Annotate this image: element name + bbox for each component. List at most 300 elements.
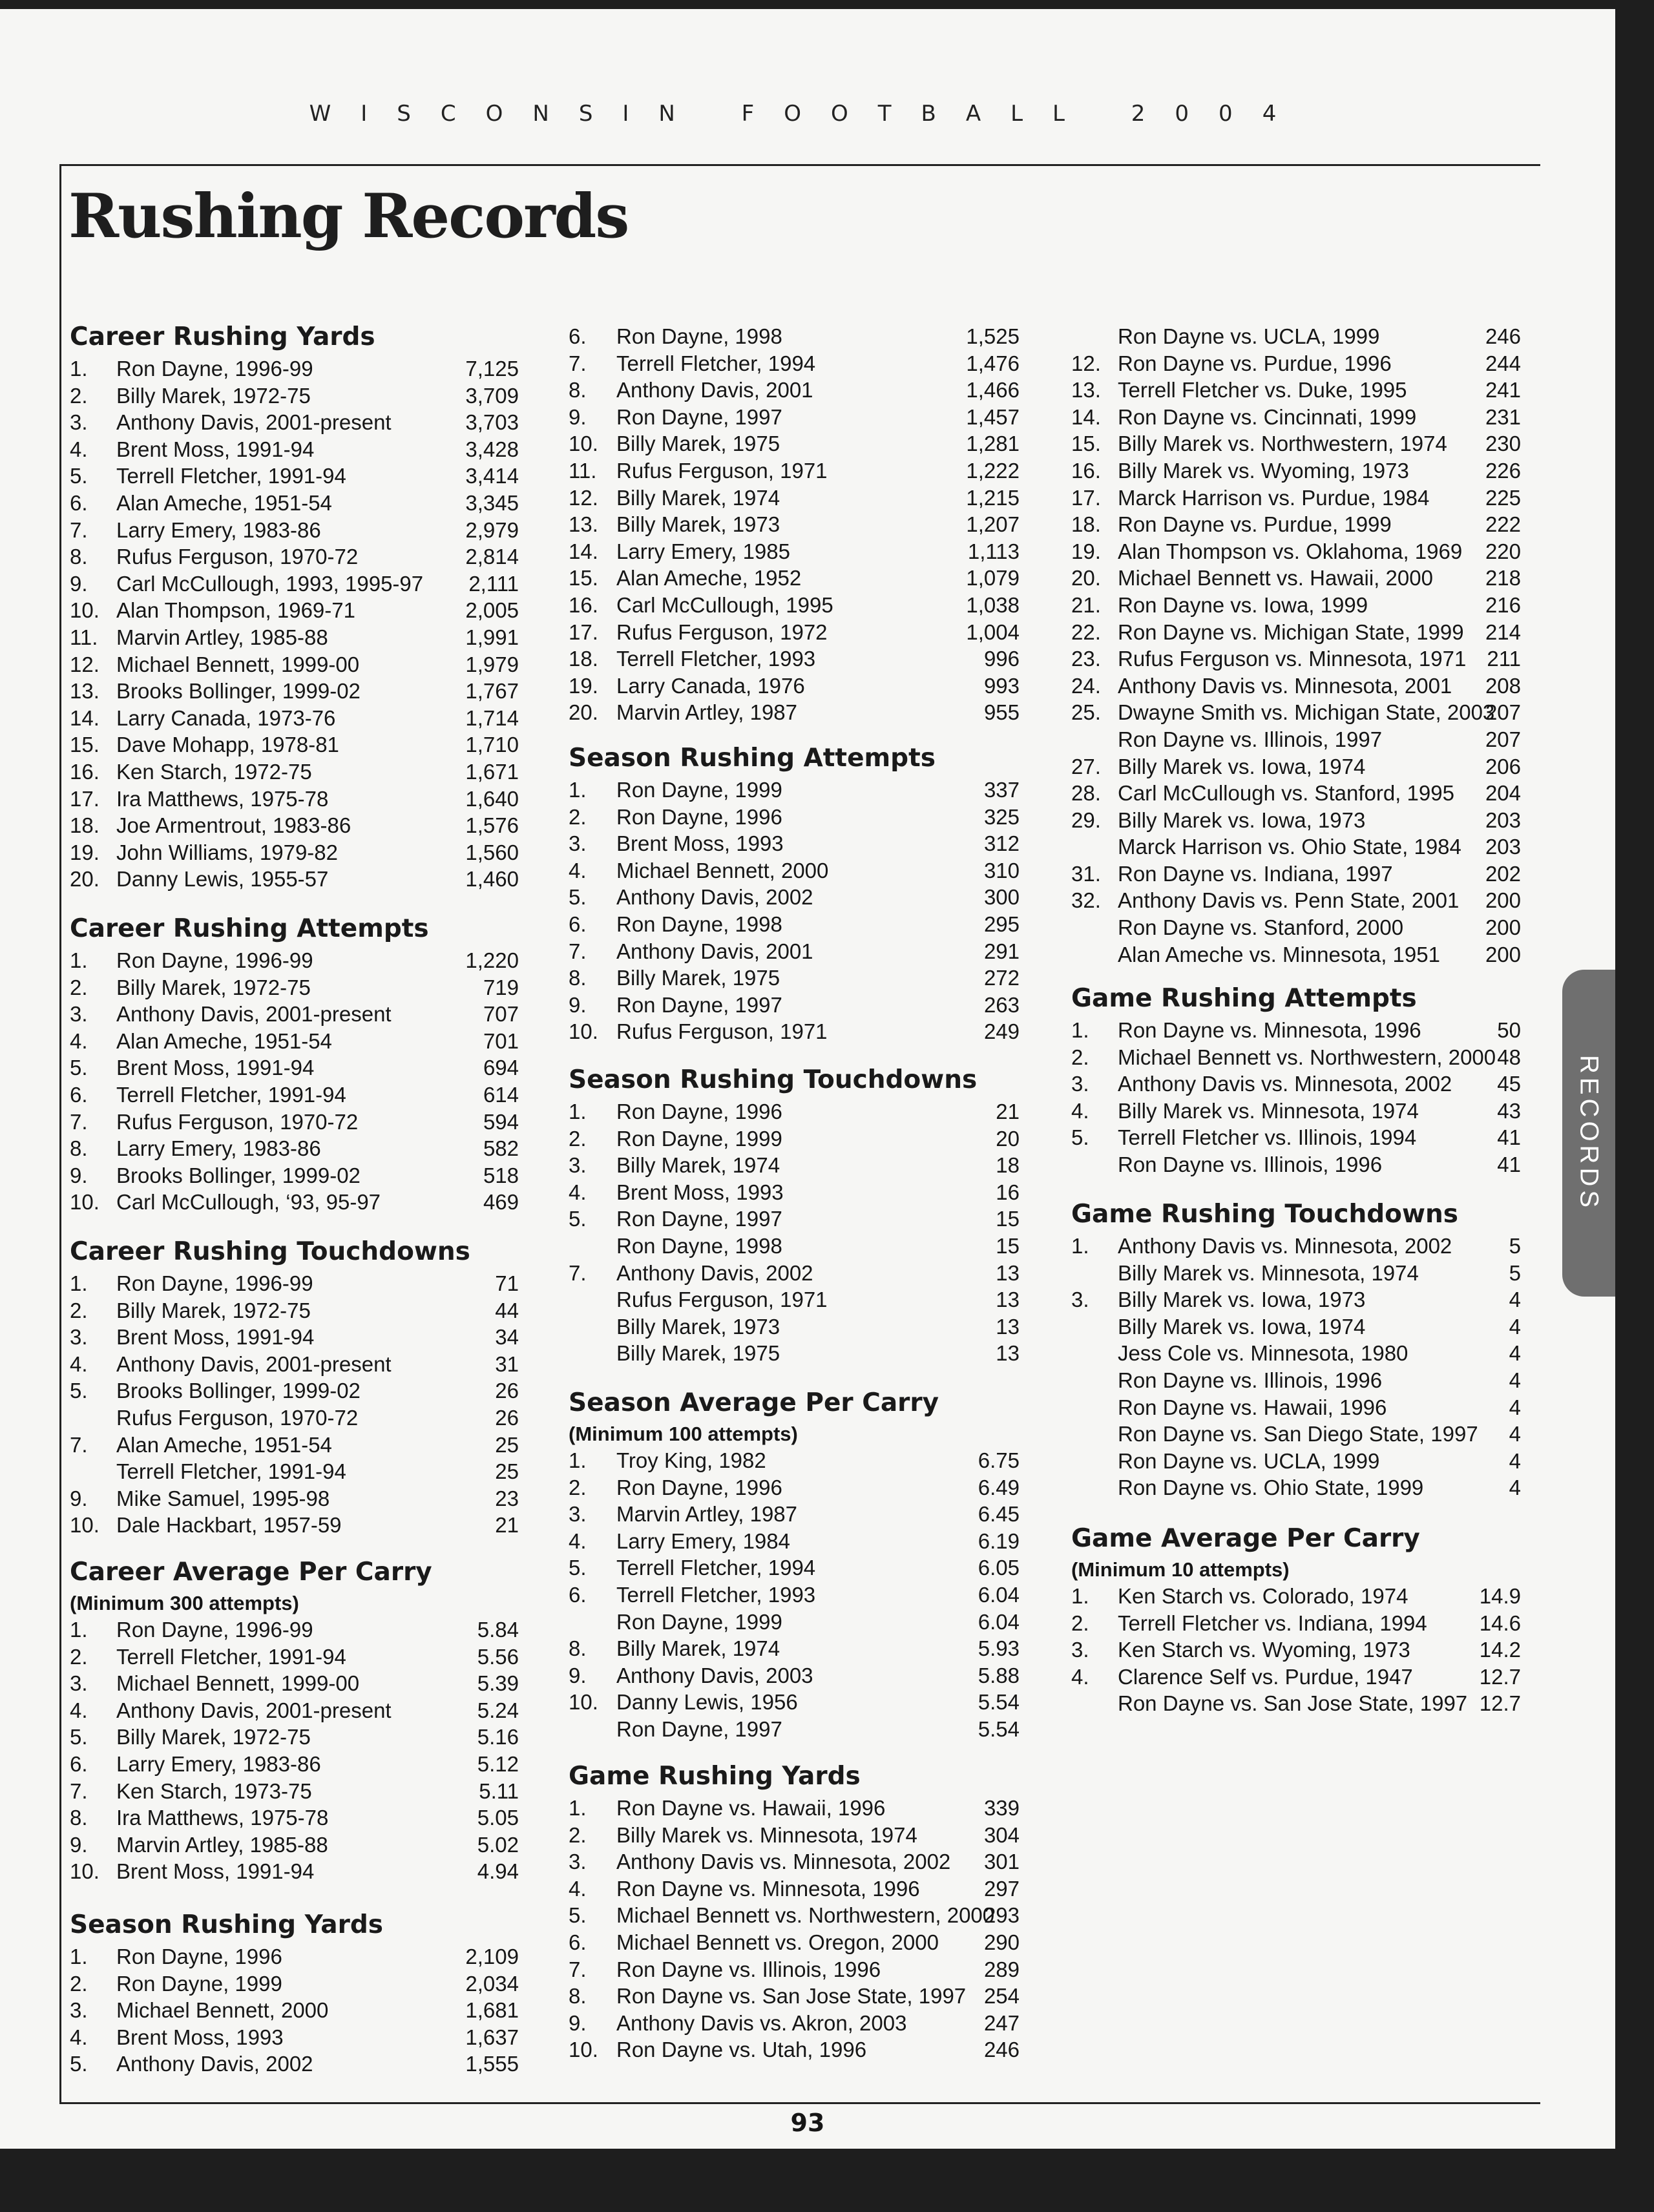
record-rank: 6. — [569, 1582, 587, 1607]
record-rank: 4. — [569, 1180, 587, 1204]
record-row — [569, 538, 1020, 565]
record-value: 4 — [1509, 1476, 1521, 1500]
record-holder: Anthony Davis, 2001 — [616, 378, 813, 402]
record-row — [70, 517, 519, 544]
record-holder: Ron Dayne, 1996 — [116, 1945, 282, 1968]
record-value: 45 — [1497, 1072, 1521, 1096]
record-row — [1071, 914, 1521, 941]
record-row — [569, 1983, 1020, 2010]
record-rank: 6. — [569, 1930, 587, 1954]
record-rank: 19. — [1071, 539, 1101, 563]
record-value: 5.24 — [477, 1698, 519, 1722]
record-holder: Ron Dayne vs. Hawaii, 1996 — [1118, 1395, 1387, 1419]
record-value: 231 — [1485, 404, 1521, 429]
record-holder: Michael Bennett vs. Oregon, 2000 — [616, 1930, 939, 1954]
record-value: 225 — [1485, 485, 1521, 510]
record-value: 1,476 — [966, 351, 1020, 375]
section-subheading: (Minimum 10 attempts) — [1071, 1558, 1290, 1581]
record-rank: 1. — [569, 778, 587, 802]
record-value: 3,345 — [465, 490, 519, 515]
record-rank: 12. — [569, 485, 598, 510]
record-value: 44 — [495, 1298, 519, 1322]
record-holder: Terrell Fletcher, 1993 — [616, 647, 816, 671]
record-row — [1071, 619, 1521, 646]
record-value: 226 — [1485, 458, 1521, 483]
record-row — [70, 1297, 519, 1324]
record-holder: Billy Marek, 1972-75 — [116, 975, 311, 999]
record-holder: Anthony Davis vs. Minnesota, 2002 — [1118, 1234, 1452, 1258]
record-holder: Brooks Bollinger, 1999-02 — [116, 1163, 361, 1187]
record-value: 48 — [1497, 1045, 1521, 1069]
record-value: 5.05 — [477, 1806, 519, 1830]
record-holder: Brent Moss, 1993 — [616, 1180, 784, 1204]
record-rank: 8. — [70, 1806, 88, 1830]
record-rank: 7. — [70, 1779, 88, 1803]
record-rank: 4. — [1071, 1664, 1089, 1689]
record-holder: Rufus Ferguson vs. Minnesota, 1971 — [1118, 647, 1467, 671]
record-value: 297 — [983, 1876, 1020, 1901]
record-row — [569, 699, 1020, 726]
record-value: 25 — [495, 1432, 519, 1457]
record-row — [569, 911, 1020, 938]
record-value: 254 — [983, 1984, 1020, 2009]
record-value: 694 — [483, 1056, 519, 1080]
page — [0, 9, 1615, 2149]
record-holder: Alan Thompson vs. Oklahoma, 1969 — [1118, 539, 1463, 563]
record-row — [1071, 377, 1521, 404]
record-row — [70, 624, 519, 651]
record-rank: 1. — [70, 1618, 88, 1642]
record-row — [1071, 941, 1521, 968]
record-value: 3,709 — [465, 383, 519, 408]
record-value: 5 — [1509, 1260, 1521, 1285]
record-holder: Rufus Ferguson, 1971 — [616, 1288, 828, 1312]
page-title: Rushing Records — [68, 181, 629, 252]
record-holder: Rufus Ferguson, 1971 — [616, 458, 828, 483]
record-value: 4.94 — [477, 1859, 519, 1884]
record-rank: 10. — [569, 1019, 598, 1044]
record-value: 6.04 — [978, 1609, 1020, 1634]
record-holder: Marck Harrison vs. Ohio State, 1984 — [1118, 835, 1461, 859]
record-holder: Billy Marek vs. Wyoming, 1973 — [1118, 458, 1409, 483]
record-row — [70, 1404, 519, 1432]
records-section — [70, 911, 519, 1216]
record-holder: John Williams, 1979-82 — [116, 840, 338, 864]
record-holder: Ron Dayne vs. UCLA, 1999 — [1118, 324, 1380, 348]
record-row — [70, 758, 519, 786]
record-holder: Brent Moss, 1991-94 — [116, 1859, 315, 1884]
record-row — [1071, 861, 1521, 888]
records-section — [569, 1062, 1020, 1367]
record-rank: 27. — [1071, 754, 1101, 778]
section-heading: Career Rushing Attempts — [70, 914, 429, 943]
record-value: 4 — [1509, 1422, 1521, 1446]
record-value: 993 — [983, 673, 1020, 698]
record-rank: 16. — [70, 759, 99, 784]
section-heading: Season Rushing Yards — [70, 1910, 383, 1939]
record-row — [70, 463, 519, 490]
record-holder: Anthony Davis vs. Minnesota, 2002 — [616, 1850, 951, 1874]
record-row — [569, 830, 1020, 857]
record-rank: 10. — [70, 1190, 99, 1215]
record-value: 41 — [1497, 1152, 1521, 1176]
record-value: 21 — [495, 1513, 519, 1538]
record-value: 1,576 — [465, 813, 519, 838]
record-value: 263 — [983, 992, 1020, 1017]
record-row — [1071, 1448, 1521, 1475]
record-value: 1,525 — [966, 324, 1020, 348]
record-row — [70, 1858, 519, 1885]
record-rank: 2. — [569, 1126, 587, 1151]
record-row — [1071, 592, 1521, 619]
record-value: 14.9 — [1479, 1584, 1521, 1608]
record-value: 6.05 — [978, 1556, 1020, 1580]
record-row — [70, 1778, 519, 1805]
record-value: 5 — [1509, 1234, 1521, 1258]
record-rank: 5. — [70, 1379, 88, 1403]
record-holder: Anthony Davis, 2001-present — [116, 1351, 392, 1376]
record-row — [1071, 1367, 1521, 1394]
record-rank: 12. — [70, 652, 99, 676]
record-rank: 7. — [70, 1432, 88, 1457]
record-value: 13 — [996, 1314, 1020, 1339]
record-row — [70, 1351, 519, 1378]
section-heading: Game Rushing Yards — [569, 1762, 861, 1791]
record-row — [70, 1724, 519, 1751]
record-row — [70, 570, 519, 598]
record-rank: 10. — [569, 432, 598, 456]
record-holder: Anthony Davis, 2002 — [116, 2052, 313, 2076]
record-row — [1071, 673, 1521, 700]
record-row — [1071, 726, 1521, 753]
record-value: 26 — [495, 1405, 519, 1430]
records-section — [1071, 323, 1521, 968]
record-holder: Alan Ameche, 1951-54 — [116, 1028, 332, 1053]
record-rank: 4. — [569, 858, 587, 882]
record-holder: Ron Dayne vs. Utah, 1996 — [616, 2038, 867, 2062]
record-holder: Larry Emery, 1983-86 — [116, 1751, 321, 1776]
record-row — [1071, 1690, 1521, 1717]
record-value: 2,005 — [465, 598, 519, 623]
record-value: 71 — [495, 1271, 519, 1295]
record-rank: 9. — [70, 1163, 88, 1187]
record-rank: 18. — [1071, 512, 1101, 537]
record-row — [1071, 538, 1521, 565]
record-row — [1071, 807, 1521, 834]
record-rank: 13. — [1071, 378, 1101, 402]
record-rank: 3. — [1071, 1638, 1089, 1662]
record-row — [1071, 1583, 1521, 1610]
section-heading: Season Rushing Touchdowns — [569, 1065, 978, 1094]
record-row — [569, 485, 1020, 512]
record-rank: 15. — [569, 566, 598, 590]
records-section — [569, 740, 1020, 1045]
record-value: 244 — [1485, 351, 1521, 375]
record-value: 1,991 — [465, 625, 519, 649]
record-value: 222 — [1485, 512, 1521, 537]
record-row — [569, 938, 1020, 965]
record-value: 1,215 — [966, 485, 1020, 510]
record-holder: Ron Dayne vs. Indiana, 1997 — [1118, 861, 1393, 886]
record-holder: Ron Dayne, 1998 — [616, 912, 782, 936]
record-rank: 8. — [569, 966, 587, 990]
record-holder: Ron Dayne vs. Iowa, 1999 — [1118, 592, 1368, 617]
record-rank: 10. — [569, 2038, 598, 2062]
record-value: 5.84 — [477, 1618, 519, 1642]
record-holder: Billy Marek, 1974 — [616, 1153, 780, 1178]
record-rank: 14. — [569, 539, 598, 563]
records-section — [70, 319, 519, 893]
record-rank: 32. — [1071, 888, 1101, 913]
record-rank: 19. — [70, 840, 99, 864]
record-row — [1071, 1286, 1521, 1313]
record-rank: 3. — [1071, 1072, 1089, 1096]
record-holder: Michael Bennett, 1999-00 — [116, 652, 360, 676]
record-holder: Billy Marek vs. Iowa, 1973 — [1118, 1288, 1366, 1312]
record-row — [1071, 1421, 1521, 1448]
record-holder: Dale Hackbart, 1957-59 — [116, 1513, 342, 1538]
record-value: 1,710 — [465, 733, 519, 757]
record-row — [1071, 699, 1521, 726]
record-rank: 6. — [70, 1751, 88, 1776]
records-section — [569, 1385, 1020, 1743]
record-value: 41 — [1497, 1125, 1521, 1150]
record-value: 12.7 — [1479, 1664, 1521, 1689]
record-row — [569, 1662, 1020, 1689]
record-holder: Mike Samuel, 1995-98 — [116, 1486, 330, 1510]
records-section — [569, 1758, 1020, 2063]
record-rank: 7. — [70, 517, 88, 542]
record-row — [70, 866, 519, 893]
record-value: 582 — [483, 1136, 519, 1161]
record-value: 34 — [495, 1325, 519, 1350]
record-value: 206 — [1485, 754, 1521, 778]
record-row — [569, 1501, 1020, 1528]
record-row — [569, 1152, 1020, 1179]
record-holder: Terrell Fletcher, 1991-94 — [116, 1644, 346, 1669]
record-holder: Brent Moss, 1991-94 — [116, 1056, 315, 1080]
record-value: 16 — [996, 1180, 1020, 1204]
record-holder: Billy Marek vs. Iowa, 1974 — [1118, 1314, 1366, 1339]
record-row — [70, 1485, 519, 1512]
record-value: 23 — [495, 1486, 519, 1510]
record-value: 13 — [996, 1260, 1020, 1285]
record-holder: Alan Ameche vs. Minnesota, 1951 — [1118, 942, 1440, 966]
record-rank: 19. — [569, 673, 598, 698]
record-row — [1071, 511, 1521, 538]
record-holder: Michael Bennett vs. Hawaii, 2000 — [1118, 566, 1433, 590]
record-holder: Ron Dayne vs. Cincinnati, 1999 — [1118, 404, 1417, 429]
record-holder: Rufus Ferguson, 1970-72 — [116, 545, 359, 569]
record-row — [1071, 1664, 1521, 1691]
record-rank: 11. — [569, 458, 597, 483]
record-row — [569, 430, 1020, 457]
record-holder: Terrell Fletcher, 1994 — [616, 1556, 816, 1580]
running-header: WISCONSIN FOOTBALL 2004 — [309, 101, 1306, 127]
record-rank: 18. — [70, 813, 99, 838]
record-row — [569, 777, 1020, 804]
record-row — [70, 1512, 519, 1539]
record-holder: Ron Dayne vs. Illinois, 1996 — [1118, 1152, 1383, 1176]
record-value: 246 — [983, 2038, 1020, 2062]
record-row — [70, 1270, 519, 1297]
record-row — [1071, 1394, 1521, 1421]
record-rank: 18. — [569, 647, 598, 671]
record-holder: Billy Marek, 1973 — [616, 512, 780, 537]
record-row — [70, 651, 519, 678]
record-rank: 17. — [569, 620, 598, 644]
record-row — [569, 511, 1020, 538]
record-value: 18 — [996, 1153, 1020, 1178]
record-value: 31 — [495, 1351, 519, 1376]
record-rank: 13. — [569, 512, 598, 537]
record-row — [1071, 887, 1521, 914]
record-rank: 2. — [70, 383, 88, 408]
record-holder: Terrell Fletcher, 1993 — [616, 1582, 816, 1607]
record-value: 3,703 — [465, 410, 519, 435]
record-rank: 2. — [70, 1298, 88, 1322]
record-rank: 25. — [1071, 700, 1101, 725]
section-heading: Game Rushing Attempts — [1071, 984, 1417, 1013]
record-rank: 6. — [70, 1082, 88, 1107]
record-rank: 10. — [70, 1859, 99, 1884]
record-holder: Joe Armentrout, 1983-86 — [116, 813, 351, 838]
record-rank: 7. — [569, 939, 587, 963]
record-holder: Marvin Artley, 1987 — [616, 700, 798, 725]
record-rank: 5. — [1071, 1125, 1089, 1150]
record-value: 312 — [983, 831, 1020, 856]
record-row — [569, 1929, 1020, 1956]
record-value: 4 — [1509, 1314, 1521, 1339]
record-value: 7,125 — [465, 357, 519, 381]
record-holder: Anthony Davis vs. Akron, 2003 — [616, 2010, 907, 2035]
record-row — [569, 1179, 1020, 1206]
record-value: 1,637 — [465, 2025, 519, 2049]
record-holder: Terrell Fletcher, 1991-94 — [116, 464, 346, 488]
record-rank: 9. — [70, 571, 88, 596]
record-value: 701 — [483, 1028, 519, 1053]
record-holder: Ron Dayne vs. Illinois, 1996 — [1118, 1368, 1383, 1392]
record-rank: 9. — [70, 1486, 88, 1510]
record-rank: 8. — [569, 1636, 587, 1661]
record-holder: Ron Dayne vs. Michigan State, 1999 — [1118, 620, 1464, 644]
record-row — [70, 705, 519, 732]
record-rank: 3. — [569, 1153, 587, 1178]
record-row — [569, 377, 1020, 404]
record-holder: Ron Dayne, 1997 — [616, 404, 782, 429]
section-heading: Season Average Per Carry — [569, 1388, 939, 1417]
record-rank: 1. — [569, 1796, 587, 1820]
record-value: 20 — [996, 1126, 1020, 1151]
record-value: 518 — [483, 1163, 519, 1187]
record-holder: Marvin Artley, 1987 — [616, 1502, 798, 1527]
record-row — [1071, 645, 1521, 673]
record-value: 1,640 — [465, 786, 519, 811]
record-rank: 15. — [1071, 432, 1101, 456]
record-value: 6.49 — [978, 1475, 1020, 1499]
record-value: 200 — [1485, 915, 1521, 940]
record-holder: Marck Harrison vs. Purdue, 1984 — [1118, 485, 1430, 510]
record-value: 1,079 — [966, 566, 1020, 590]
record-row — [70, 947, 519, 974]
record-row — [1071, 1044, 1521, 1071]
record-rank: 10. — [70, 1513, 99, 1538]
record-rank: 17. — [1071, 485, 1101, 510]
record-value: 5.88 — [978, 1663, 1020, 1687]
record-holder: Danny Lewis, 1955-57 — [116, 867, 329, 892]
record-rank: 9. — [569, 2010, 587, 2035]
record-rank: 28. — [1071, 781, 1101, 806]
top-rule — [59, 164, 1540, 166]
record-holder: Ron Dayne, 1997 — [616, 1716, 782, 1741]
record-holder: Billy Marek, 1975 — [616, 432, 780, 456]
record-row — [1071, 1313, 1521, 1341]
record-value: 21 — [996, 1100, 1020, 1123]
record-rank: 4. — [70, 1028, 88, 1053]
record-row — [1071, 1260, 1521, 1287]
record-rank: 12. — [1071, 351, 1101, 375]
record-value: 4 — [1509, 1368, 1521, 1392]
record-value: 5.02 — [477, 1832, 519, 1857]
record-row — [70, 1804, 519, 1831]
record-rank: 31. — [1071, 861, 1101, 886]
section-subheading: (Minimum 100 attempts) — [569, 1423, 798, 1445]
record-row — [1071, 485, 1521, 512]
record-value: 594 — [483, 1109, 519, 1134]
records-section — [70, 1907, 519, 2078]
record-value: 5.11 — [479, 1779, 519, 1803]
record-value: 216 — [1485, 592, 1521, 617]
record-value: 249 — [983, 1019, 1020, 1044]
record-value: 203 — [1485, 835, 1521, 859]
record-rank: 5. — [70, 464, 88, 488]
record-value: 26 — [495, 1379, 519, 1403]
record-row — [1071, 565, 1521, 592]
record-rank: 22. — [1071, 620, 1101, 644]
record-holder: Ron Dayne vs. Stanford, 2000 — [1118, 915, 1404, 940]
record-holder: Larry Canada, 1976 — [616, 673, 805, 698]
record-holder: Ron Dayne, 1996 — [616, 1475, 782, 1499]
record-row — [569, 884, 1020, 911]
record-row — [70, 731, 519, 758]
record-row — [70, 2050, 519, 2078]
section-tab-label: RECORDS — [1575, 1054, 1604, 1212]
record-holder: Anthony Davis, 2001 — [616, 939, 813, 963]
records-section — [70, 1554, 519, 1885]
record-rank: 1. — [569, 1100, 587, 1123]
record-value: 4 — [1509, 1395, 1521, 1419]
record-holder: Ron Dayne vs. Hawaii, 1996 — [616, 1796, 886, 1820]
record-rank: 14. — [1071, 404, 1101, 429]
record-holder: Carl McCullough, ‘93, 95-97 — [116, 1190, 381, 1215]
record-value: 1,714 — [465, 705, 519, 730]
record-value: 13 — [996, 1288, 1020, 1312]
record-holder: Billy Marek, 1974 — [616, 485, 780, 510]
record-row — [70, 1162, 519, 1189]
section-tab — [1562, 970, 1615, 1297]
record-row — [1071, 350, 1521, 377]
record-holder: Anthony Davis, 2001-present — [116, 1698, 392, 1722]
record-row — [70, 1324, 519, 1351]
record-row — [70, 1054, 519, 1081]
record-value: 1,220 — [465, 948, 519, 972]
record-holder: Anthony Davis, 2003 — [616, 1663, 813, 1687]
record-value: 6.19 — [978, 1529, 1020, 1553]
record-value: 4 — [1509, 1448, 1521, 1473]
record-rank: 17. — [70, 786, 99, 811]
record-value: 15 — [996, 1207, 1020, 1231]
record-holder: Larry Canada, 1973-76 — [116, 705, 336, 730]
